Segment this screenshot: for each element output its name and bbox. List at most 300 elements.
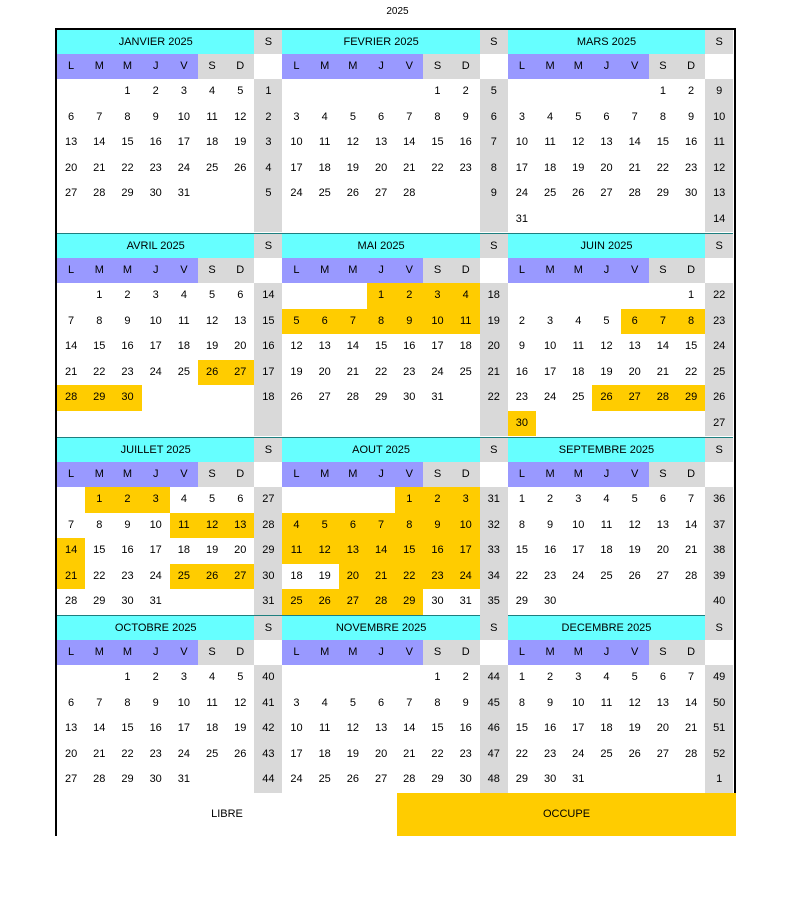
week-col-spacer — [480, 54, 508, 79]
weekday-label: M — [85, 462, 113, 487]
day-cell: 21 — [403, 161, 416, 174]
week-col-spacer — [254, 258, 282, 283]
day-cell: 19 — [628, 722, 641, 734]
day-cell: 15 — [121, 136, 134, 148]
day-cell: 30 — [403, 391, 416, 403]
day-cell: 31 — [431, 391, 444, 403]
day-cell: 3 — [152, 289, 159, 301]
day-cell: 17 — [290, 161, 303, 174]
month-header-janvier: JANVIER 2025 — [57, 30, 254, 54]
weekday-label: L — [508, 640, 536, 665]
weekday-label: M — [85, 258, 113, 283]
day-cell: 31 — [149, 595, 162, 607]
day-cell: 22 — [374, 365, 388, 378]
day-cell: 15 — [515, 722, 529, 734]
day-cell: 31 — [515, 212, 529, 225]
day-cell: 20 — [234, 544, 247, 556]
weekday-label: V — [170, 54, 198, 79]
week-number: 14 — [705, 207, 733, 233]
day-cell: 26 — [290, 391, 303, 403]
day-cell-occupied: 5 — [311, 513, 339, 539]
weekday-label: M — [113, 258, 141, 283]
weekday-label: S — [198, 462, 226, 487]
day-cell: 18 — [543, 161, 557, 174]
day-cell: 30 — [684, 187, 698, 199]
weekday-label: M — [536, 54, 564, 79]
day-cell: 7 — [688, 671, 695, 683]
day-cell: 19 — [346, 747, 360, 760]
day-cell: 20 — [234, 340, 247, 352]
day-cell: 5 — [237, 671, 244, 683]
week-number: 40 — [254, 665, 282, 691]
day-cell: 9 — [518, 340, 525, 352]
week-number: 11 — [705, 130, 733, 156]
week-col-header: S — [254, 234, 282, 258]
day-cell: 12 — [346, 722, 360, 734]
day-cell: 2 — [547, 671, 554, 683]
day-cell: 4 — [209, 671, 216, 683]
day-cell: 29 — [515, 773, 529, 785]
day-cell-occupied: 24 — [452, 564, 480, 590]
week-number: 27 — [705, 411, 733, 437]
day-cell: 4 — [575, 314, 582, 327]
day-cell: 21 — [64, 365, 78, 378]
week-number: 38 — [705, 538, 733, 564]
week-number: 29 — [254, 538, 282, 564]
day-cell: 3 — [180, 85, 187, 97]
week-number: 18 — [480, 283, 508, 309]
day-cell-occupied: 15 — [395, 538, 423, 564]
weekday-label: J — [142, 54, 170, 79]
day-cell: 5 — [209, 289, 216, 301]
day-cell-occupied: 2 — [113, 487, 141, 513]
day-cell: 11 — [544, 136, 556, 148]
day-cell: 16 — [459, 722, 472, 734]
day-cell: 3 — [575, 671, 582, 683]
day-cell: 27 — [374, 773, 388, 785]
day-cell: 17 — [177, 136, 191, 148]
day-cell: 1 — [688, 289, 695, 301]
day-cell: 8 — [518, 518, 525, 531]
day-cell-occupied: 17 — [452, 538, 480, 564]
week-number: 50 — [705, 691, 733, 717]
day-cell: 21 — [403, 747, 416, 760]
week-col-header: S — [480, 616, 508, 640]
weekday-label: M — [564, 640, 592, 665]
day-cell: 14 — [403, 722, 416, 734]
day-cell-occupied: 27 — [226, 564, 254, 590]
day-cell: 23 — [459, 747, 472, 760]
month-header-mars: MARS 2025 — [508, 30, 705, 54]
day-cell: 11 — [206, 696, 218, 709]
weekday-label: S — [423, 54, 451, 79]
weekday-label: M — [85, 640, 113, 665]
month-header-juillet: JUILLET 2025 — [57, 438, 254, 462]
week-col-header: S — [705, 616, 733, 640]
day-cell: 20 — [656, 722, 670, 734]
day-cell: 29 — [121, 773, 134, 785]
day-cell: 6 — [237, 289, 244, 301]
day-cell-occupied: 27 — [226, 360, 254, 386]
week-number: 10 — [705, 105, 733, 131]
day-cell: 27 — [64, 773, 78, 785]
day-cell: 14 — [93, 722, 106, 734]
week-number: 41 — [254, 691, 282, 717]
weekday-label: V — [170, 640, 198, 665]
weekday-label: M — [564, 462, 592, 487]
weekday-label: V — [395, 640, 423, 665]
day-cell: 26 — [346, 187, 360, 199]
day-cell: 21 — [684, 544, 698, 556]
day-cell: 10 — [572, 696, 585, 709]
day-cell: 30 — [121, 595, 134, 607]
day-cell: 14 — [684, 696, 698, 709]
week-col-header: S — [254, 438, 282, 462]
day-cell-occupied: 29 — [395, 589, 423, 615]
week-number: 1 — [705, 767, 733, 793]
day-cell-occupied: 29 — [85, 385, 113, 411]
day-cell-occupied: 10 — [423, 309, 451, 335]
day-cell: 25 — [543, 187, 557, 199]
day-cell: 5 — [631, 493, 638, 505]
day-cell: 30 — [149, 187, 162, 199]
day-cell-occupied: 6 — [621, 309, 649, 335]
weekday-label: M — [113, 462, 141, 487]
day-cell-occupied: 21 — [367, 564, 395, 590]
week-number: 4 — [254, 156, 282, 182]
day-cell-occupied: 12 — [198, 513, 226, 539]
day-cell: 9 — [462, 110, 469, 123]
day-cell: 29 — [431, 773, 444, 785]
weekday-label: M — [536, 640, 564, 665]
week-number: 14 — [254, 283, 282, 309]
day-cell: 3 — [518, 110, 525, 123]
day-cell: 3 — [293, 696, 300, 709]
day-cell: 24 — [290, 773, 303, 785]
day-cell-occupied: 26 — [198, 564, 226, 590]
day-cell: 30 — [431, 595, 444, 607]
day-cell: 23 — [459, 161, 472, 174]
month-header-octobre: OCTOBRE 2025 — [57, 616, 254, 640]
day-cell: 8 — [96, 518, 103, 531]
week-col-header: S — [254, 616, 282, 640]
day-cell-occupied: 8 — [367, 309, 395, 335]
weekday-label: L — [508, 462, 536, 487]
week-number — [480, 207, 508, 233]
day-cell: 19 — [234, 136, 247, 148]
day-cell: 13 — [600, 136, 613, 148]
day-cell: 9 — [124, 518, 131, 531]
day-cell: 1 — [96, 289, 103, 301]
day-cell: 22 — [121, 161, 134, 174]
weekday-label: J — [592, 640, 620, 665]
week-number: 40 — [705, 589, 733, 615]
day-cell-occupied: 1 — [395, 487, 423, 513]
day-cell: 21 — [93, 747, 106, 760]
day-cell: 15 — [121, 722, 134, 734]
day-cell: 27 — [656, 569, 670, 582]
day-cell: 22 — [515, 747, 529, 760]
day-cell: 22 — [121, 747, 134, 760]
day-cell: 20 — [64, 161, 78, 174]
week-number: 39 — [705, 564, 733, 590]
week-col-header: S — [480, 234, 508, 258]
day-cell: 23 — [543, 747, 557, 760]
day-cell: 24 — [572, 569, 585, 582]
day-cell: 18 — [572, 365, 585, 378]
weekday-label: D — [677, 640, 705, 665]
day-cell: 5 — [349, 696, 356, 709]
day-cell: 17 — [572, 722, 585, 734]
day-cell: 23 — [684, 161, 698, 174]
weekday-label: S — [649, 640, 677, 665]
day-cell: 2 — [518, 314, 525, 327]
day-cell: 19 — [346, 161, 360, 174]
day-cell: 4 — [321, 696, 328, 709]
day-cell: 19 — [628, 544, 641, 556]
day-cell-occupied: 4 — [452, 283, 480, 309]
week-number: 24 — [705, 334, 733, 360]
day-cell: 17 — [431, 340, 444, 352]
weekday-label: M — [339, 258, 367, 283]
day-cell: 7 — [688, 493, 695, 505]
week-number: 28 — [254, 513, 282, 539]
day-cell: 7 — [406, 696, 413, 709]
day-cell: 9 — [547, 518, 554, 531]
day-cell: 24 — [149, 569, 162, 582]
weekday-label: J — [367, 54, 395, 79]
day-cell: 24 — [177, 161, 191, 174]
day-cell: 24 — [515, 187, 529, 199]
day-cell-occupied: 28 — [367, 589, 395, 615]
day-cell: 19 — [290, 365, 303, 378]
day-cell: 1 — [434, 85, 441, 97]
weekday-label: D — [677, 54, 705, 79]
week-col-header: S — [705, 30, 733, 54]
week-number: 31 — [480, 487, 508, 513]
weekday-label: M — [339, 640, 367, 665]
day-cell: 20 — [374, 747, 388, 760]
day-cell: 31 — [177, 187, 191, 199]
month-header-novembre: NOVEMBRE 2025 — [282, 616, 479, 640]
weekday-label: M — [311, 54, 339, 79]
week-number — [254, 207, 282, 233]
week-number: 7 — [480, 130, 508, 156]
weekday-label: S — [198, 258, 226, 283]
weekday-label: L — [508, 258, 536, 283]
day-cell: 8 — [434, 110, 441, 123]
month-header-avril: AVRIL 2025 — [57, 234, 254, 258]
week-number: 26 — [705, 385, 733, 411]
day-cell: 9 — [152, 696, 159, 709]
day-cell-occupied: 25 — [170, 564, 198, 590]
day-cell: 24 — [177, 747, 191, 760]
day-cell: 15 — [684, 340, 698, 352]
day-cell: 17 — [177, 722, 191, 734]
day-cell: 25 — [572, 391, 585, 403]
month-header-aout: AOUT 2025 — [282, 438, 479, 462]
day-cell: 11 — [600, 518, 613, 531]
day-cell: 29 — [374, 391, 388, 403]
day-cell: 3 — [293, 110, 300, 123]
weekday-label: L — [508, 54, 536, 79]
weekday-label: S — [649, 258, 677, 283]
day-cell: 7 — [96, 110, 103, 123]
day-cell: 9 — [547, 696, 554, 709]
week-number: 13 — [705, 181, 733, 207]
day-cell: 13 — [656, 518, 670, 531]
calendar-year-title: 2025 — [386, 6, 409, 17]
week-number: 45 — [480, 691, 508, 717]
day-cell-occupied: 27 — [621, 385, 649, 411]
day-cell: 1 — [124, 671, 131, 683]
weekday-label: J — [142, 258, 170, 283]
day-cell: 10 — [149, 314, 162, 327]
weekday-label: S — [198, 54, 226, 79]
day-cell: 27 — [600, 187, 613, 199]
day-cell: 14 — [628, 136, 641, 148]
day-cell: 14 — [93, 136, 106, 148]
weekday-label: V — [395, 258, 423, 283]
week-number: 31 — [254, 589, 282, 615]
day-cell: 24 — [149, 365, 162, 378]
weekday-label: L — [282, 462, 310, 487]
day-cell: 7 — [68, 518, 75, 531]
day-cell: 13 — [234, 314, 247, 327]
weekday-label: M — [536, 462, 564, 487]
day-cell: 13 — [628, 340, 641, 352]
day-cell-occupied: 7 — [339, 309, 367, 335]
day-cell-occupied: 1 — [85, 487, 113, 513]
day-cell: 14 — [656, 340, 670, 352]
weekday-label: L — [57, 258, 85, 283]
day-cell-occupied: 30 — [113, 385, 141, 411]
day-cell: 11 — [318, 722, 331, 734]
day-cell: 20 — [318, 365, 331, 378]
day-cell: 28 — [403, 773, 416, 785]
day-cell: 15 — [374, 340, 388, 352]
month-header-juin: JUIN 2025 — [508, 234, 705, 258]
week-col-spacer — [480, 640, 508, 665]
day-cell: 23 — [543, 569, 557, 582]
weekday-label: S — [649, 462, 677, 487]
day-cell: 17 — [572, 544, 585, 556]
weekday-label: L — [57, 640, 85, 665]
day-cell: 4 — [321, 110, 328, 123]
day-cell-occupied: 5 — [282, 309, 310, 335]
day-cell-occupied: 14 — [367, 538, 395, 564]
week-number: 36 — [705, 487, 733, 513]
day-cell: 2 — [124, 289, 131, 301]
weekday-label: D — [226, 258, 254, 283]
day-cell-occupied: 28 — [57, 385, 85, 411]
day-cell-occupied: 21 — [57, 564, 85, 590]
day-cell: 30 — [543, 773, 557, 785]
day-cell: 14 — [64, 340, 78, 352]
legend-free: LIBRE — [57, 793, 397, 836]
day-cell: 5 — [603, 314, 610, 327]
day-cell-occupied: 26 — [311, 589, 339, 615]
day-cell: 7 — [96, 696, 103, 709]
day-cell: 30 — [459, 773, 472, 785]
day-cell: 12 — [205, 314, 219, 327]
day-cell-occupied: 6 — [339, 513, 367, 539]
day-cell: 28 — [403, 187, 416, 199]
weekday-label: V — [170, 462, 198, 487]
day-cell: 22 — [684, 365, 698, 378]
day-cell: 19 — [600, 365, 613, 378]
week-number: 15 — [254, 309, 282, 335]
day-cell: 4 — [547, 110, 554, 123]
day-cell: 25 — [600, 747, 613, 760]
week-col-header: S — [705, 438, 733, 462]
week-number: 34 — [480, 564, 508, 590]
day-cell: 20 — [628, 365, 641, 378]
day-cell: 11 — [318, 136, 331, 148]
week-number: 52 — [705, 742, 733, 768]
weekday-label: V — [621, 258, 649, 283]
weekday-label: S — [198, 640, 226, 665]
day-cell: 18 — [177, 544, 191, 556]
day-cell: 22 — [93, 569, 106, 582]
day-cell: 13 — [64, 136, 78, 148]
day-cell: 14 — [346, 340, 360, 352]
day-cell: 17 — [515, 161, 529, 174]
weekday-label: D — [452, 640, 480, 665]
day-cell: 13 — [318, 340, 331, 352]
day-cell: 22 — [93, 365, 106, 378]
weekday-label: M — [113, 54, 141, 79]
day-cell: 6 — [378, 110, 385, 123]
day-cell: 8 — [659, 110, 666, 123]
day-cell: 28 — [64, 595, 78, 607]
week-col-spacer — [254, 54, 282, 79]
day-cell: 2 — [152, 85, 159, 97]
week-number: 3 — [254, 130, 282, 156]
day-cell: 18 — [318, 747, 331, 760]
day-cell: 23 — [149, 161, 162, 174]
day-cell: 10 — [290, 136, 303, 148]
weekday-label: M — [311, 258, 339, 283]
weekday-label: S — [423, 640, 451, 665]
day-cell: 26 — [346, 773, 360, 785]
month-header-septembre: SEPTEMBRE 2025 — [508, 438, 705, 462]
day-cell: 8 — [518, 696, 525, 709]
weekday-label: V — [395, 462, 423, 487]
weekday-label: J — [142, 462, 170, 487]
weekday-label: M — [113, 640, 141, 665]
week-number: 49 — [705, 665, 733, 691]
day-cell-occupied: 20 — [339, 564, 367, 590]
day-cell: 18 — [205, 722, 219, 734]
week-number: 19 — [480, 309, 508, 335]
week-number: 8 — [480, 156, 508, 182]
weekday-label: S — [649, 54, 677, 79]
weekday-label: V — [621, 54, 649, 79]
weekday-label: J — [592, 54, 620, 79]
day-cell: 16 — [403, 340, 416, 352]
day-cell: 22 — [656, 161, 670, 174]
day-cell-occupied: 7 — [649, 309, 677, 335]
week-number: 43 — [254, 742, 282, 768]
day-cell: 23 — [121, 569, 134, 582]
weekday-label: J — [142, 640, 170, 665]
day-cell: 31 — [177, 773, 191, 785]
day-cell-occupied: 26 — [198, 360, 226, 386]
day-cell: 16 — [149, 722, 162, 734]
day-cell: 8 — [434, 696, 441, 709]
day-cell: 6 — [378, 696, 385, 709]
